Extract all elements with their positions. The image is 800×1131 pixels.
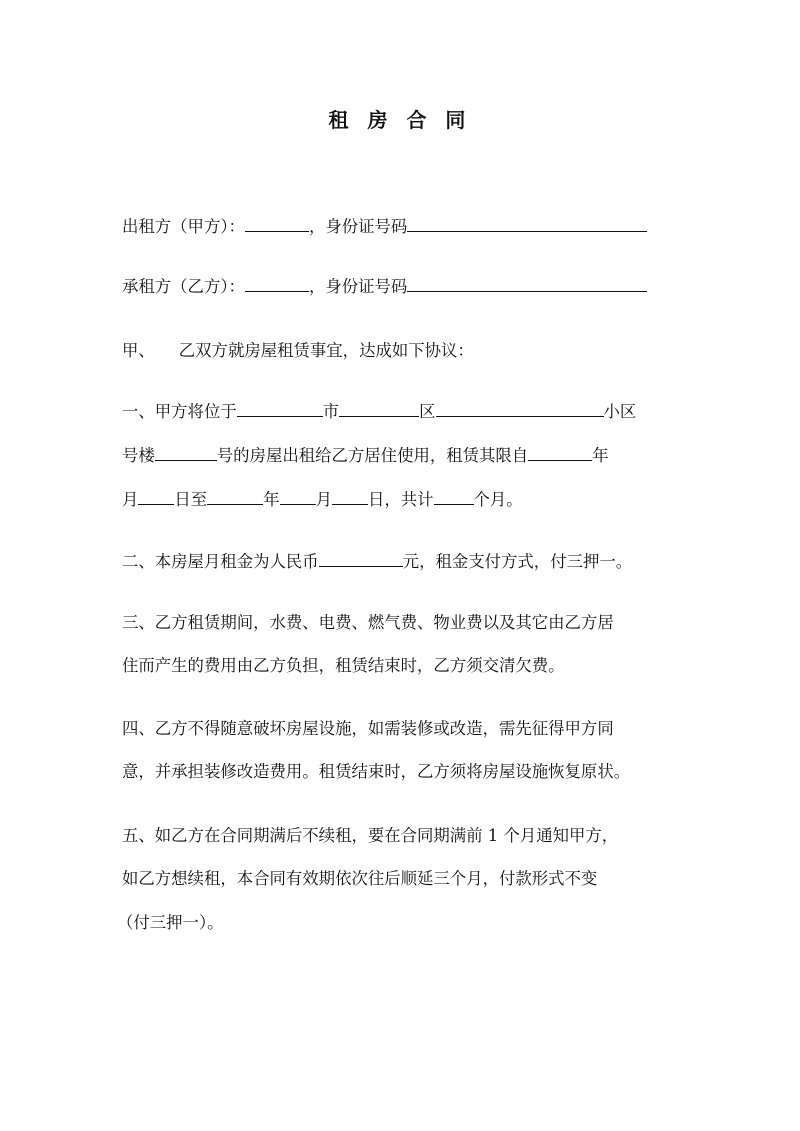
start-year-blank — [528, 442, 592, 461]
clause5-line3: （付三押一）。 — [117, 913, 224, 932]
end-day-blank — [332, 486, 368, 505]
building-number-blank — [155, 442, 217, 461]
clause1-text-m: 个月。 — [473, 490, 523, 509]
district-blank — [339, 398, 419, 417]
clause3-line2: 住而产生的费用由乙方负担，租赁结束时，乙方须交清欠费。 — [122, 656, 565, 675]
end-month-blank — [280, 486, 316, 505]
lessee-name-blank — [245, 273, 309, 292]
city-blank — [237, 398, 323, 417]
lessee-id-label: ，身份证号码 — [308, 277, 408, 296]
lessor-id-label: ，身份证号码 — [308, 217, 408, 236]
months-total-blank — [434, 486, 474, 505]
lessor-line — [122, 213, 692, 240]
start-month-blank — [138, 486, 174, 505]
lessee-label: 承租方（乙方）： — [122, 277, 245, 296]
clause1-text-h: 月 — [122, 490, 139, 509]
clause1-line3 — [122, 486, 692, 513]
clause1-text-l: 日，共计 — [367, 490, 434, 509]
clause1-text-i: 日至 — [174, 490, 208, 509]
clause2-line — [122, 548, 692, 575]
clause4-line2: 意，并承担装修改造费用。租赁结束时，乙方须将房屋设施恢复原状。 — [122, 762, 631, 781]
end-year-blank — [207, 486, 263, 505]
document-title: 租 房 合 同 — [328, 108, 472, 132]
clause1-text-j: 年 — [263, 490, 280, 509]
clause1-text-k: 月 — [315, 490, 332, 509]
clause4-line1: 四、乙方不得随意破坏房屋设施，如需装修或改造，需先征得甲方同 — [122, 719, 614, 738]
lessee-id-blank — [407, 273, 647, 292]
intro-text: 乙双方就房屋租赁事宜，达成如下协议： — [178, 341, 474, 360]
community-blank — [436, 398, 604, 417]
lessee-line — [122, 273, 692, 300]
clause3-line1: 三、乙方租赁期间，水费、电费、燃气费、物业费以及其它由乙方居 — [122, 613, 614, 632]
clause1-line1 — [122, 398, 692, 425]
clause1-text-e: 号楼 — [122, 446, 155, 465]
lessor-id-blank — [407, 213, 647, 232]
clause1-text-f: 号的房屋出租给乙方居住使用，租赁其限自 — [216, 446, 529, 465]
clause5-line1: 五、如乙方在合同期满后不续租，要在合同期满前 1 个月通知甲方， — [122, 826, 619, 845]
clause2-text-a: 二、本房屋月租金为人民币 — [122, 552, 319, 571]
clause1-text-d: 小区 — [603, 402, 637, 421]
clause1-line2 — [122, 442, 692, 469]
lessor-name-blank — [245, 213, 309, 232]
intro-jia: 甲、 — [122, 341, 155, 360]
clause1-text-g: 年 — [592, 446, 609, 465]
rent-amount-blank — [319, 548, 403, 567]
clause2-text-b: 元，租金支付方式，付三押一。 — [402, 552, 633, 571]
clause1-text-a: 一、甲方将位于 — [122, 402, 237, 421]
clause1-text-c: 区 — [419, 402, 436, 421]
clause5-line2: 如乙方想续租，本合同有效期依次往后顺延三个月，付款形式不变 — [122, 869, 598, 888]
agreement-intro — [122, 338, 692, 364]
lessor-label: 出租方（甲方）： — [122, 217, 245, 236]
clause1-text-b: 市 — [322, 402, 340, 421]
